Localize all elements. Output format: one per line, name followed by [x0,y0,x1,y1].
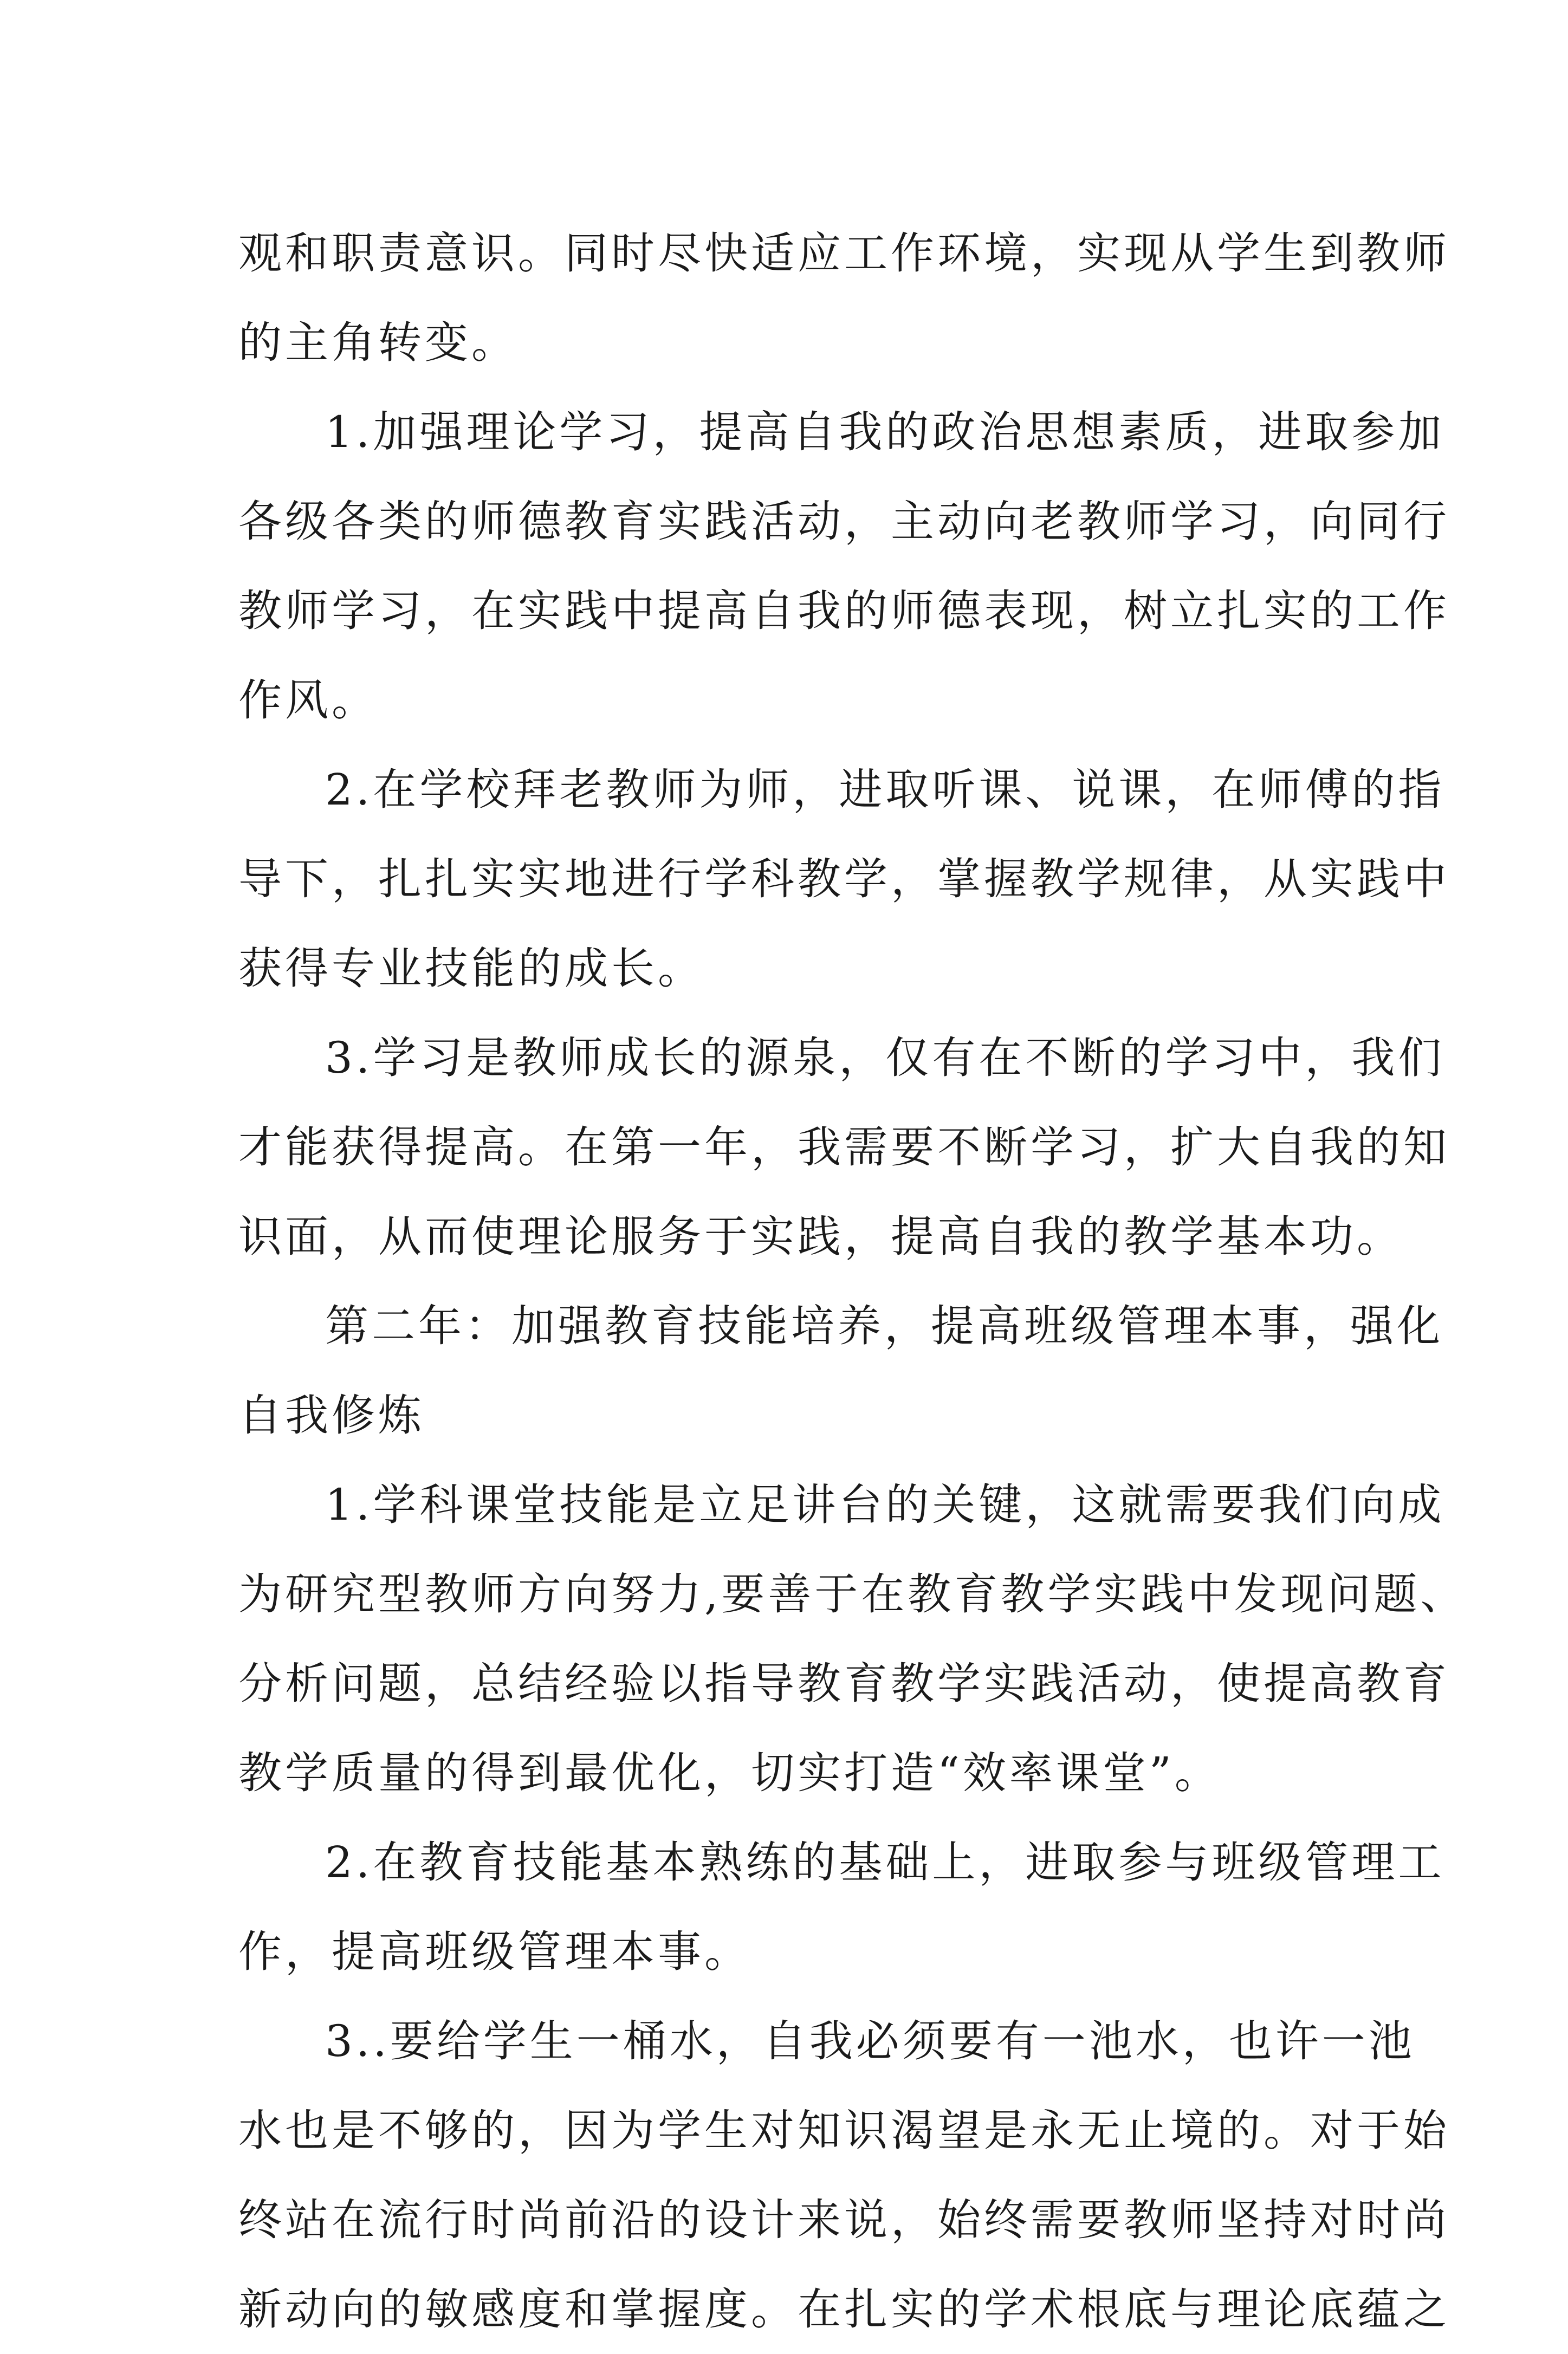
text-line: 教学质量的得到最优化，切实打造“效率课堂”。 [238,1748,1221,1798]
text-line: 终站在流行时尚前沿的设计来说，始终需要教师坚持对时尚 [238,2195,1450,2245]
text-line: 1.加强理论学习，提高自我的政治思想素质，进取参加 [325,407,1445,457]
text-line: 自我修炼 [238,1390,425,1441]
text-line: 作风。 [238,675,378,725]
text-line: 各级各类的师德教育实践活动，主动向老教师学习，向同行 [238,496,1450,547]
text-line: 2.在学校拜老教师为师，进取听课、说课，在师傅的指 [325,764,1445,815]
document-body [238,209,1467,2354]
text-line: 教师学习，在实践中提高自我的师德表现，树立扎实的工作 [238,586,1450,636]
text-line: 为研究型教师方向努力,要善于在教育教学实践中发现问题、 [238,1569,1467,1619]
text-line: 分析问题，总结经验以指导教育教学实践活动，使提高教育 [238,1658,1450,1709]
text-line: 新动向的敏感度和掌握度。在扎实的学术根底与理论底蕴之 [238,2284,1450,2334]
text-line: 识面，从而使理论服务于实践，提高自我的教学基本功。 [238,1211,1403,1262]
text-line: 水也是不够的，因为学生对知识渴望是永无止境的。对于始 [238,2105,1450,2156]
text-line: 导下，扎扎实实地进行学科教学，掌握教学规律，从实践中 [238,854,1450,904]
text-line: 才能获得提高。在第一年，我需要不断学习，扩大自我的知 [238,1122,1450,1172]
text-line: 3.学习是教师成长的源泉，仅有在不断的学习中，我们 [325,1033,1445,1083]
text-line: 观和职责意识。同时尽快适应工作环境，实现从学生到教师 [238,228,1450,278]
text-line: 1.学科课堂技能是立足讲台的关键，这就需要我们向成 [325,1480,1445,1530]
text-line: 获得专业技能的成长。 [238,943,704,994]
text-line: 作，提高班级管理本事。 [238,1927,751,1977]
text-line: 第二年：加强教育技能培养，提高班级管理本事，强化 [325,1301,1443,1351]
text-line: 的主角转变。 [238,317,518,368]
text-line: 2.在教育技能基本熟练的基础上，进取参与班级管理工 [325,1837,1445,1888]
text-line: 3..要给学生一桶水，自我必须要有一池水，也许一池 [325,2016,1415,2066]
